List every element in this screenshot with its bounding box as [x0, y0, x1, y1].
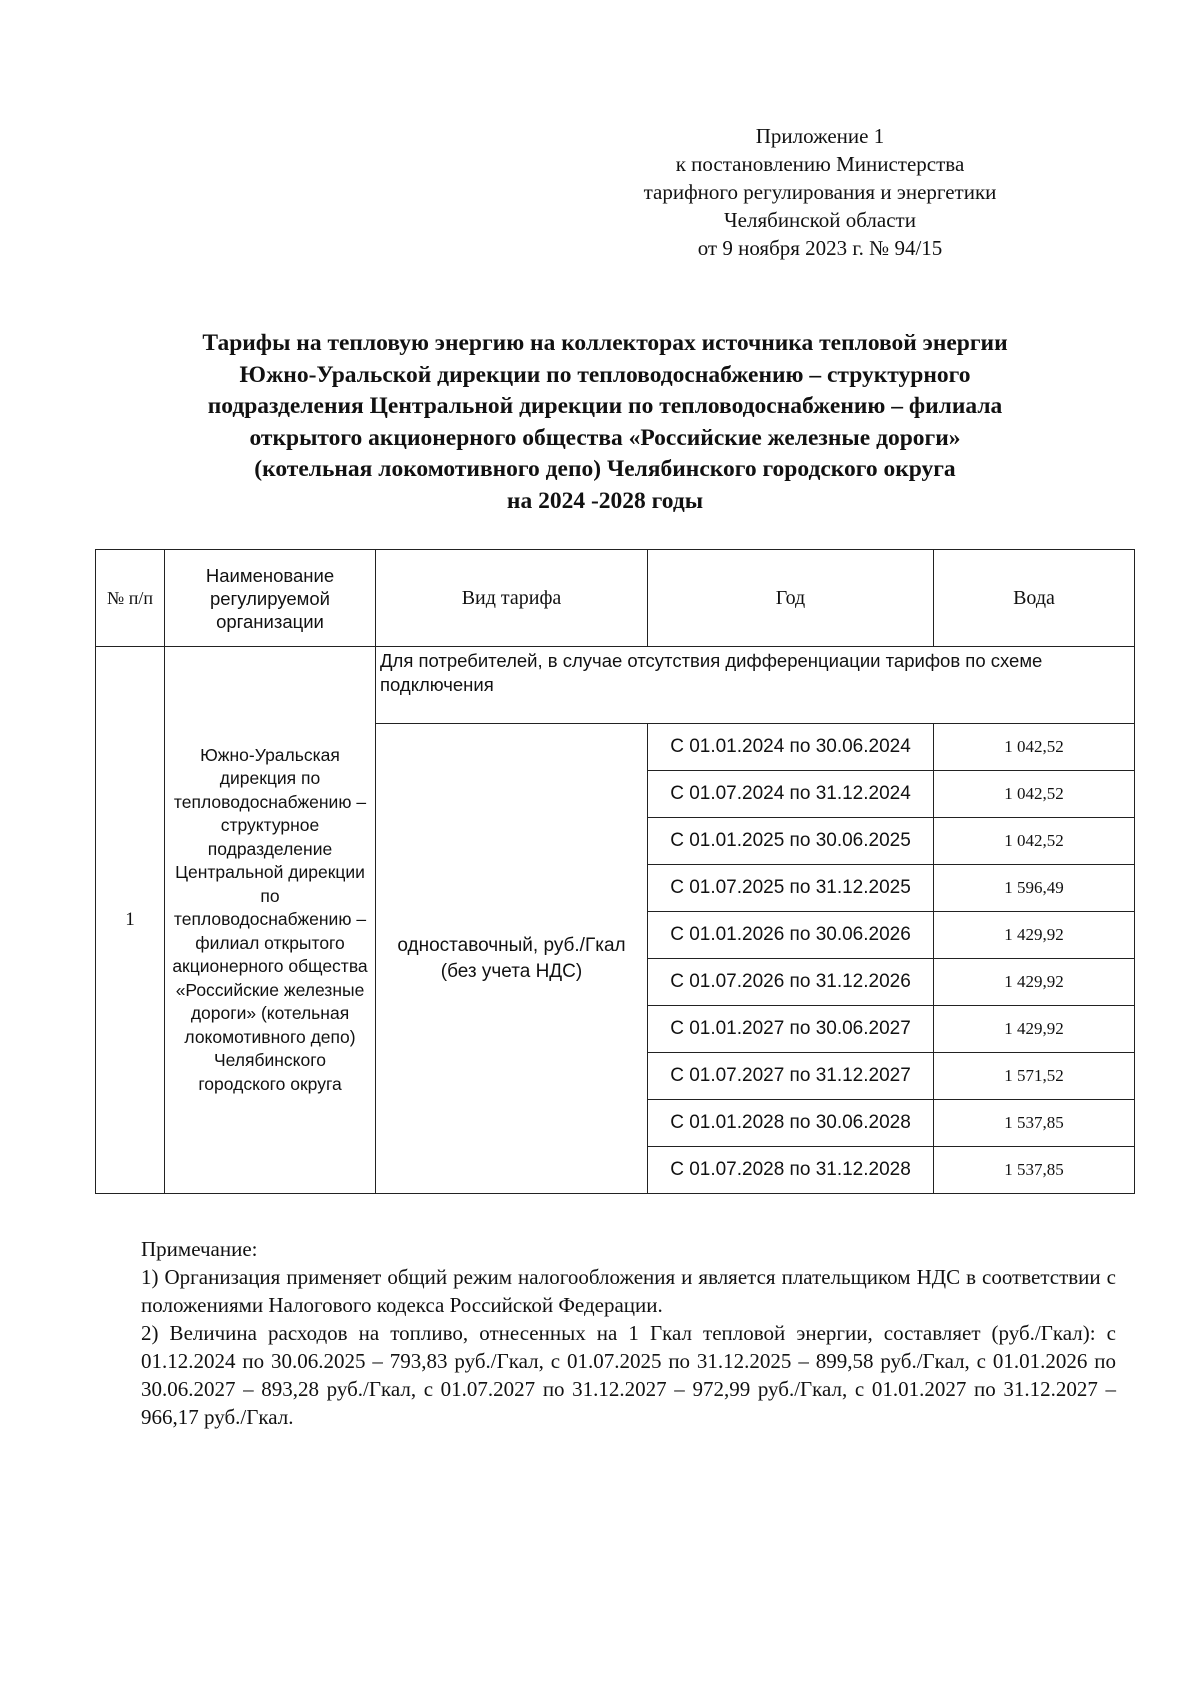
- appendix-line: Челябинской области: [724, 208, 916, 232]
- appendix-block: [590, 122, 1050, 262]
- consumers-row: [96, 647, 1135, 724]
- notes-heading: Примечание:: [141, 1237, 258, 1261]
- period-cell: С 01.01.2027 по 30.06.2027: [648, 1006, 934, 1053]
- appendix-line: Приложение 1: [755, 124, 885, 148]
- title-line: на 2024 -2028 годы: [506, 487, 704, 514]
- period-cell: С 01.07.2025 по 31.12.2025: [648, 865, 934, 912]
- value-cell: 1 042,52: [934, 771, 1135, 818]
- header-tariff-kind: Вид тарифа: [376, 550, 648, 647]
- value-cell: 1 537,85: [934, 1100, 1135, 1147]
- title-line: Тарифы на тепловую энергию на коллекторах источника тепловой энергии: [202, 330, 1008, 356]
- org-line: Южно-Уральская: [200, 744, 340, 765]
- value-cell: 1 429,92: [934, 1006, 1135, 1053]
- period-cell: С 01.07.2027 по 31.12.2027: [648, 1053, 934, 1100]
- period-cell: С 01.01.2026 по 30.06.2026: [648, 912, 934, 959]
- value-cell: 1 042,52: [934, 724, 1135, 771]
- org-line: акционерного общества: [172, 956, 368, 977]
- org-line: тепловодоснабжению –: [173, 791, 367, 812]
- value-cell: 1 042,52: [934, 818, 1135, 865]
- tariff-kind-line: одноставочный, руб./Гкал: [397, 934, 626, 956]
- org-line: «Российские железные: [175, 979, 365, 1000]
- tariff-table: [95, 549, 1135, 1194]
- value-cell: 1 429,92: [934, 912, 1135, 959]
- value-cell: 1 537,85: [934, 1147, 1135, 1194]
- row-number: 1: [96, 647, 165, 1194]
- header-year: Год: [648, 550, 934, 647]
- tariff-kind: [376, 724, 648, 1194]
- header-org-line: организации: [216, 610, 324, 632]
- appendix-line: тарифного регулирования и энергетики: [643, 180, 997, 204]
- header-organization: [165, 550, 376, 647]
- org-line: структурное: [220, 815, 320, 836]
- org-line: филиал открытого: [195, 932, 345, 953]
- tariff-kind-line: (без учета НДС): [440, 960, 583, 982]
- org-line: по: [260, 885, 280, 906]
- org-line: Центральной дирекции: [175, 862, 365, 883]
- header-org-line: регулируемой: [209, 587, 331, 609]
- org-line: городского округа: [198, 1073, 342, 1094]
- org-line: подразделение: [207, 838, 333, 859]
- note-item: 1) Организация применяет общий режим налогообложения и является плательщиком НДС в соответствии с положениями Налогового кодекса Российской Федерации.: [141, 1265, 1116, 1317]
- notes-block: [141, 1235, 1116, 1431]
- organization-name: [165, 647, 376, 1194]
- title-line: подразделения Центральной дирекции по тепловодоснабжению – филиала: [207, 393, 1003, 419]
- period-cell: С 01.01.2025 по 30.06.2025: [648, 818, 934, 865]
- title-line: Южно-Уральской дирекции по тепловодоснабжению – структурного: [239, 361, 971, 388]
- consumers-note: Для потребителей, в случае отсутствия дифференциации тарифов по схеме подключения: [376, 647, 1135, 724]
- note-item: 2) Величина расходов на топливо, отнесенных на 1 Гкал тепловой энергии, составляет (руб./Гкал): с 01.12.2024 по 30.06.2025 – 793,83 руб./Гкал, с 01.07.2025 по 31.12.2025 – 899,58 руб./Гкал, с 01.01.2026 по 30.06.2027 – 893,28 руб./Гкал, с 01.07.2027 по 31.12.2027 – 972,99 руб./Гкал, с 01.01.2027 по 31.12.2027 –966,17 руб./Гкал.: [141, 1321, 1116, 1429]
- period-cell: С 01.07.2024 по 31.12.2024: [648, 771, 934, 818]
- table-header-row: [96, 550, 1135, 647]
- header-org-line: Наименование: [205, 564, 335, 586]
- period-cell: С 01.01.2028 по 30.06.2028: [648, 1100, 934, 1147]
- title-line: (котельная локомотивного депо) Челябинского городского округа: [254, 456, 956, 482]
- value-cell: 1 596,49: [934, 865, 1135, 912]
- period-cell: С 01.07.2026 по 31.12.2026: [648, 959, 934, 1006]
- appendix-line: к постановлению Министерства: [675, 152, 965, 176]
- value-cell: 1 571,52: [934, 1053, 1135, 1100]
- header-number: № п/п: [96, 550, 165, 647]
- document-title: [100, 328, 1110, 517]
- title-line: открытого акционерного общества «Российские железные дороги»: [249, 424, 961, 451]
- value-cell: 1 429,92: [934, 959, 1135, 1006]
- period-cell: С 01.01.2024 по 30.06.2024: [648, 724, 934, 771]
- org-line: дороги» (котельная: [190, 1003, 350, 1024]
- org-line: тепловодоснабжению –: [173, 909, 367, 930]
- period-cell: С 01.07.2028 по 31.12.2028: [648, 1147, 934, 1194]
- appendix-line: от 9 ноября 2023 г. № 94/15: [697, 236, 943, 260]
- org-line: Челябинского: [213, 1050, 327, 1071]
- header-water: Вода: [934, 550, 1135, 647]
- org-line: локомотивного депо): [184, 1026, 356, 1047]
- org-line: дирекция по: [219, 768, 321, 789]
